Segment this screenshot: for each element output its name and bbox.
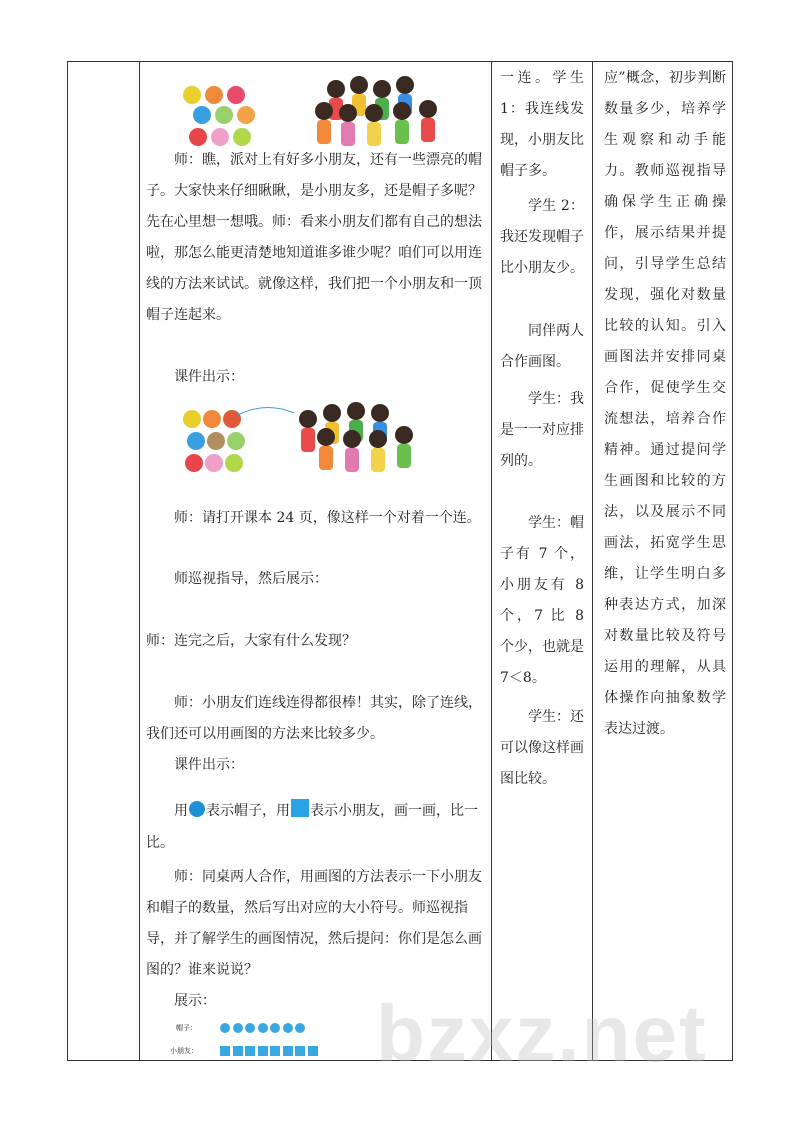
teacher-intro-paragraph: 师：瞧，派对上有好多小朋友，还有一些漂亮的帽子。大家快来仔细瞅瞅，是小朋友多，还是帽子多呢？先在心里想一想哦。师：看来小朋友们都有自己的想法啦，那怎么能更清楚地知道谁多谁少呢？咱们可以用连线的方法来试试。就像这样，我们把一个小朋友和一顶帽子连起来。 bbox=[146, 152, 482, 323]
use-text: 用 bbox=[174, 803, 188, 819]
design-intent-column bbox=[594, 61, 732, 1061]
kid-square-icon bbox=[220, 1046, 230, 1056]
use-text: 表示帽子，用 bbox=[206, 803, 290, 819]
children-group-icon bbox=[315, 76, 437, 146]
student-count-response: 学生：帽子有 7 个，小朋友有 8 个，7 比 8 个少，也就是 7＜8。 bbox=[500, 515, 584, 686]
kid-square-icon bbox=[308, 1046, 318, 1056]
column-divider bbox=[592, 61, 593, 1061]
hat-circle-icon bbox=[295, 1023, 305, 1033]
hat-circle-icon bbox=[283, 1023, 293, 1033]
student-activity-column bbox=[492, 61, 590, 1061]
kid-square-icon bbox=[270, 1046, 280, 1056]
drawing-instruction bbox=[146, 795, 484, 859]
circle-symbol-icon bbox=[189, 801, 205, 817]
hat-icon bbox=[183, 86, 255, 146]
show-label: 展示： bbox=[174, 993, 216, 1009]
student-2-response: 学生 2：我还发现帽子比小朋友少。 bbox=[500, 198, 584, 276]
party-illustration-2 bbox=[176, 399, 436, 479]
hat-circle-icon bbox=[220, 1023, 230, 1033]
kid-square-icon bbox=[258, 1046, 268, 1056]
teacher-question-paragraph: 师：连完之后，大家有什么发现？ bbox=[146, 633, 356, 649]
hat-icon bbox=[183, 410, 245, 472]
kid-square-icon bbox=[245, 1046, 255, 1056]
student-drawing-response: 学生：还可以像这样画图比较。 bbox=[500, 709, 584, 787]
student-arrangement-response: 学生：我是一一对应排列的。 bbox=[500, 391, 584, 469]
watermark-text: bzxz.net bbox=[376, 989, 708, 1078]
hat-circle-icon bbox=[245, 1023, 255, 1033]
pair-drawing-note: 同伴两人合作画图。 bbox=[500, 323, 584, 370]
kid-square-icon bbox=[233, 1046, 243, 1056]
design-intent-text: 应”概念，初步判断数量多少，培养学生观察和动手能力。教师巡视指导确保学生正确操作，展示结果并提问，引导学生总结发现，强化对数量比较的认知。引入画图法并安排同桌合作，促使学生交流想法，培养合作精神。通过提问学生画图和比较的方法，以及展示不同画法，拓宽学生思维，让学生明白多种表达方式，加深对数量比较及符号运用的理解，从具体操作向抽象数学表达过渡。 bbox=[604, 70, 726, 737]
courseware-label: 课件出示： bbox=[174, 757, 244, 773]
hat-circle-icon bbox=[233, 1023, 243, 1033]
teacher-drawing-intro: 师：小朋友们连线连得都很棒！其实，除了连线，我们还可以用画图的方法来比较多少。 bbox=[146, 695, 482, 742]
hat-circle-icon bbox=[258, 1023, 268, 1033]
kids-row-label: 小朋友： bbox=[170, 1047, 198, 1055]
square-symbol-icon bbox=[291, 799, 309, 817]
children-group-icon bbox=[299, 402, 413, 472]
use-text: 表示小朋友，画一画，比一比。 bbox=[146, 803, 478, 851]
hats-row bbox=[220, 1023, 330, 1035]
teacher-activity-column bbox=[140, 61, 490, 1061]
hat-circle-icon bbox=[270, 1023, 280, 1033]
kid-square-icon bbox=[283, 1046, 293, 1056]
courseware-label: 课件出示： bbox=[174, 369, 244, 385]
teacher-guide-paragraph: 师巡视指导，然后展示： bbox=[174, 571, 328, 587]
kid-square-icon bbox=[295, 1046, 305, 1056]
teacher-instruction-paragraph: 师：请打开课本 24 页，像这样一个对着一个连。 bbox=[174, 510, 481, 526]
hats-row-label: 帽子： bbox=[176, 1024, 197, 1032]
kids-row bbox=[220, 1046, 330, 1058]
student-1-response: 一连。学生 1：我连线发现，小朋友比帽子多。 bbox=[500, 70, 584, 179]
link-line bbox=[238, 407, 294, 415]
teacher-pair-work-paragraph: 师：同桌两人合作，用画图的方法表示一下小朋友和帽子的数量，然后写出对应的大小符号。师巡视指导，并了解学生的画图情况，然后提问：你们是怎么画图的？谁来说说？ bbox=[146, 869, 482, 978]
